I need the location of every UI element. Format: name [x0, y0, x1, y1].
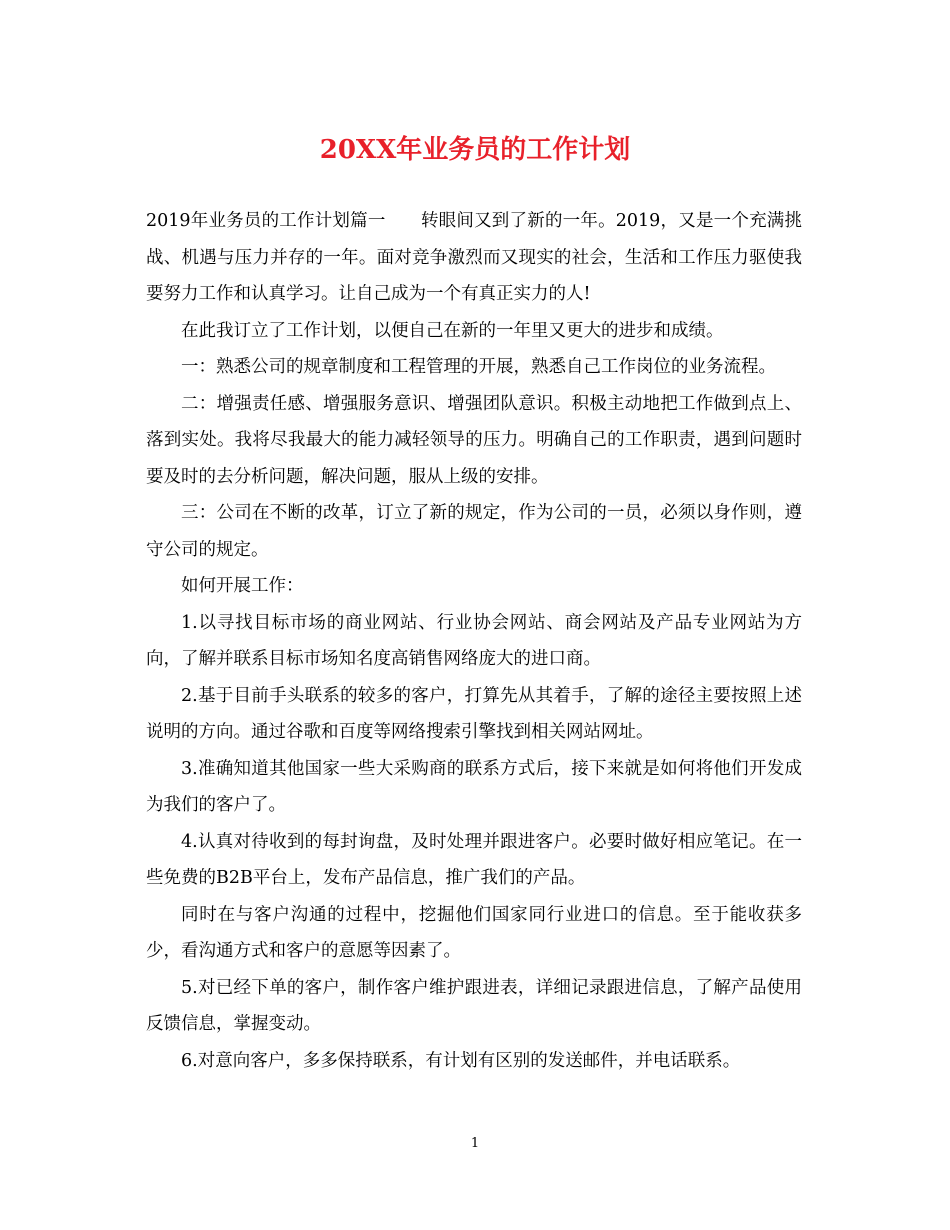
document-title: 20XX年业务员的工作计划	[319, 135, 631, 165]
paragraph-step-5: 5.对已经下单的客户，制作客户维护跟进表，详细记录跟进信息，了解产品使用反馈信息，掌握变动。	[146, 977, 802, 1034]
paragraph-intro: 2019年业务员的工作计划篇一 转眼间又到了新的一年。2019，又是一个充满挑战、机遇与压力并存的一年。面对竞争激烈而又现实的社会，生活和工作压力驱使我要努力工作和认真学习。让自己成为一个有真正实力的人!	[146, 211, 802, 304]
paragraph-step-6: 6.对意向客户，多多保持联系，有计划有区别的发送邮件，并电话联系。	[181, 1050, 741, 1071]
paragraph-step-1: 1.以寻找目标市场的商业网站、行业协会网站、商会网站及产品专业网站为方向，了解并联系目标市场知名度高销售网络庞大的进口商。	[146, 612, 802, 669]
paragraph-step-4: 4.认真对待收到的每封询盘，及时处理并跟进客户。必要时做好相应笔记。在一些免费的B2B平台上，发布产品信息，推广我们的产品。	[146, 831, 802, 888]
page-number: 1	[470, 1136, 480, 1151]
paragraph-point-2: 二：增强责任感、增强服务意识、增强团队意识。积极主动地把工作做到点上、落到实处。我将尽我最大的能力减轻领导的压力。明确自己的工作职责，遇到问题时要及时的去分析问题，解决问题，服从上级的安排。	[146, 393, 802, 487]
paragraph-plan-statement: 在此我订立了工作计划，以便自己在新的一年里又更大的进步和成绩。	[181, 320, 724, 341]
paragraph-step-4-continued: 同时在与客户沟通的过程中，挖掘他们国家同行业进口的信息。至于能收获多少，看沟通方式和客户的意愿等因素了。	[146, 904, 802, 961]
paragraph-how-to-heading: 如何开展工作：	[181, 576, 304, 596]
paragraph-point-1: 一：熟悉公司的规章制度和工程管理的开展，熟悉自己工作岗位的业务流程。	[181, 357, 776, 377]
paragraph-step-2: 2.基于目前手头联系的较多的客户，打算先从其着手，了解的途径主要按照上述说明的方向。通过谷歌和百度等网络搜索引擎找到相关网站网址。	[146, 685, 802, 742]
document-body	[146, 203, 802, 1079]
paragraph-point-3: 三：公司在不断的改革，订立了新的规定，作为公司的一员，必须以身作则，遵守公司的规定。	[146, 503, 802, 560]
paragraph-step-3: 3.准确知道其他国家一些大采购商的联系方式后，接下来就是如何将他们开发成为我们的客户了。	[146, 758, 802, 815]
